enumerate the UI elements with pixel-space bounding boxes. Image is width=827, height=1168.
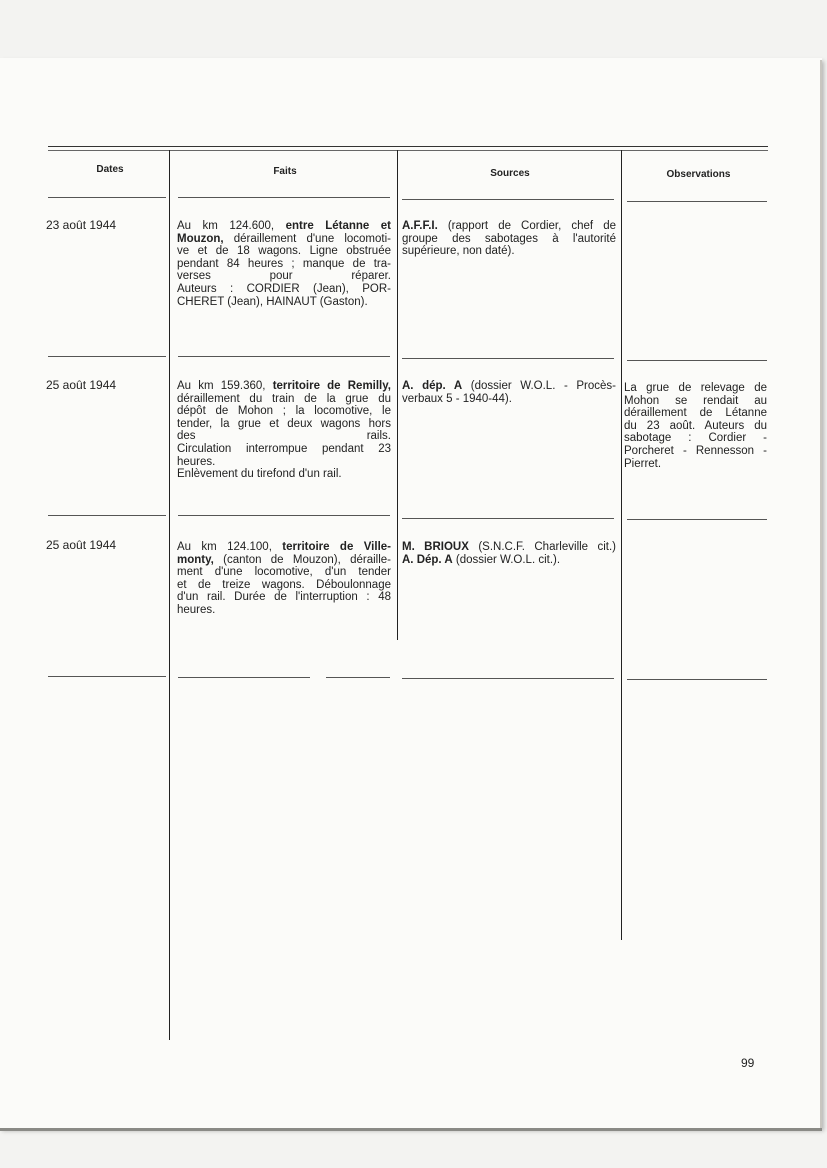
row-date: 25 août 1944 <box>46 538 117 552</box>
text-line: heures. <box>177 455 216 468</box>
header-dates: Dates <box>96 164 124 175</box>
text-line: groupe des sabotages à l'autorité <box>402 232 616 245</box>
header-separator <box>627 201 767 202</box>
row-separator <box>48 676 166 677</box>
row-separator <box>178 356 390 357</box>
document-page <box>0 58 822 1128</box>
text-line: ment d'une locomotive, d'un tender <box>177 566 391 579</box>
text-line: Pierret. <box>624 457 662 470</box>
text-line: Auteurs : CORDIER (Jean), POR- <box>177 282 391 295</box>
text-line: Au km 159.360, territoire de Remilly, <box>177 380 391 392</box>
row-faits <box>177 220 391 308</box>
row-separator <box>627 360 767 361</box>
column-divider <box>397 150 398 640</box>
text-line: monty, (canton de Mouzon), déraille- <box>177 553 391 566</box>
text-line: La grue de relevage de <box>624 382 767 394</box>
text-line: Au km 124.100, territoire de Ville- <box>177 541 391 553</box>
page-edge <box>0 1128 822 1131</box>
text-line: d'un rail. Durée de l'interruption : 48 <box>177 591 391 604</box>
column-divider <box>621 150 622 940</box>
column-divider <box>169 150 170 1040</box>
row-separator <box>48 515 166 516</box>
text-line: M. BRIOUX (S.N.C.F. Charleville cit.) <box>402 541 617 553</box>
row-date: 23 août 1944 <box>46 218 117 232</box>
text-line: Mohon se rendait au <box>624 394 767 407</box>
row-separator <box>326 677 390 678</box>
row-sources <box>402 380 616 405</box>
row-separator <box>402 678 614 679</box>
text-line: Enlèvement du tirefond d'un rail. <box>177 468 342 481</box>
text-line: Circulation interrompue pendant 23 <box>177 442 391 455</box>
row-sources <box>402 220 616 258</box>
text-line: sabotage : Cordier - <box>624 432 767 445</box>
text-line: déraillement du train de la grue du <box>177 392 391 405</box>
row-sources <box>402 541 617 566</box>
row-faits <box>177 541 391 617</box>
text-line: et de treize wagons. Déboulonnage <box>177 578 391 591</box>
page-number: 99 <box>741 1056 755 1070</box>
page-edge <box>820 60 822 1130</box>
text-line: A. Dép. A (dossier W.O.L. cit.). <box>402 553 561 566</box>
header-observations: Observations <box>666 169 731 180</box>
text-line: supérieure, non daté). <box>402 245 515 258</box>
row-separator <box>178 515 390 516</box>
text-line: CHERET (Jean), HAINAUT (Gaston). <box>177 295 368 308</box>
text-line: des rails. <box>177 430 391 443</box>
table-top-rule <box>48 150 768 151</box>
table-top-rule <box>48 146 768 147</box>
header-separator <box>402 199 614 200</box>
text-line: dépôt de Mohon ; la locomotive, le <box>177 405 391 418</box>
text-line: A.F.F.I. (rapport de Cordier, chef de <box>402 220 616 232</box>
header-sources: Sources <box>490 168 530 179</box>
row-separator <box>627 679 767 680</box>
text-line: verbaux 5 - 1940-44). <box>402 392 512 405</box>
row-separator <box>402 358 614 359</box>
row-separator <box>48 356 166 357</box>
text-line: tender, la grue et deux wagons hors <box>177 417 391 430</box>
header-separator <box>48 197 166 198</box>
row-separator <box>627 519 767 520</box>
text-line: Mouzon, déraillement d'une locomoti- <box>177 232 391 245</box>
row-faits <box>177 380 391 481</box>
text-line: heures. <box>177 603 216 616</box>
row-date: 25 août 1944 <box>46 378 117 392</box>
text-line: Porcheret - Rennesson - <box>624 444 767 457</box>
text-line: verses pour réparer. <box>177 270 391 283</box>
header-separator <box>178 197 390 198</box>
text-line: déraillement de Létanne <box>624 407 767 420</box>
text-line: A. dép. A (dossier W.O.L. - Procès- <box>402 380 616 392</box>
row-separator <box>402 518 614 519</box>
text-line: ve et de 18 wagons. Ligne obstruée <box>177 245 391 258</box>
text-line: du 23 août. Auteurs du <box>624 419 767 432</box>
row-observations <box>624 382 767 470</box>
row-separator <box>178 677 310 678</box>
text-line: Au km 124.600, entre Létanne et <box>177 220 392 232</box>
text-line: pendant 84 heures ; manque de tra- <box>177 257 391 270</box>
header-faits: Faits <box>273 166 297 177</box>
